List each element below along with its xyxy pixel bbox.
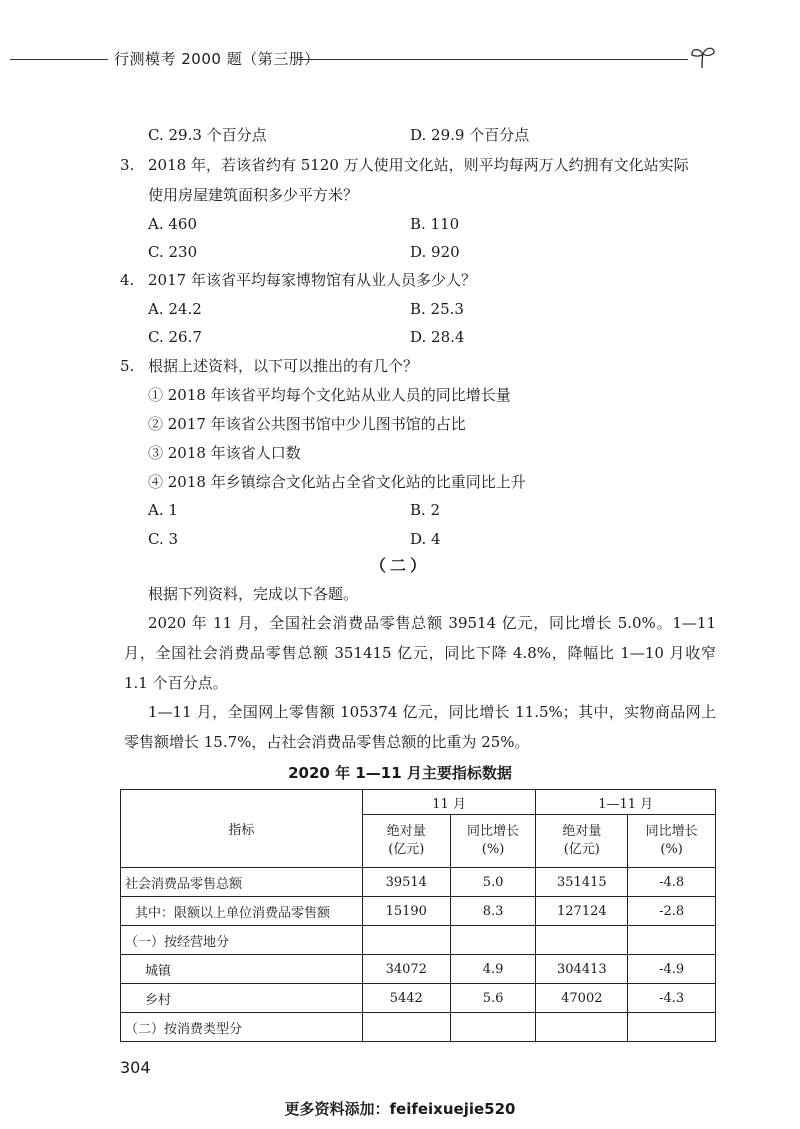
cell-value xyxy=(536,1013,628,1042)
cell-value xyxy=(450,1013,536,1042)
sprout-icon xyxy=(688,44,718,70)
cell-value: 4.9 xyxy=(450,955,536,984)
header-rule-left xyxy=(10,59,108,60)
col-indicator-header: 指标 xyxy=(121,790,363,868)
table-row xyxy=(121,926,716,955)
q5-item-1: ① 2018 年该省平均每个文化站从业人员的同比增长量 xyxy=(148,386,511,404)
footer-note: 更多资料添加：feifeixuejie520 xyxy=(284,1100,516,1118)
abs-unit: (亿元) xyxy=(563,842,600,857)
q4-option-b: B. 25.3 xyxy=(410,300,464,318)
cell-value: 5.0 xyxy=(450,868,536,897)
q3-option-a: A. 460 xyxy=(148,215,197,233)
cell-value: -4.3 xyxy=(628,984,716,1013)
q4-stem: 2017 年该省平均每家博物馆有从业人员多少人？ xyxy=(148,271,476,289)
row-label: 乡村 xyxy=(121,984,363,1013)
section-title: （二） xyxy=(369,556,430,575)
section-intro: 根据下列资料，完成以下各题。 xyxy=(148,585,359,603)
cell-value: -4.8 xyxy=(628,868,716,897)
q4-option-d: D. 28.4 xyxy=(410,328,465,346)
cell-value: 127124 xyxy=(536,897,628,926)
material-paragraph-2: 1—11 月，全国网上零售额 105374 亿元，同比增长 11.5%；其中，实物商品网上零售额增长 15.7%，占社会消费品零售总额的比重为 25%。 xyxy=(124,703,716,751)
abs-label: 绝对量 xyxy=(386,824,426,839)
cell-value xyxy=(362,926,450,955)
q4-number: 4. xyxy=(120,271,135,289)
table-row xyxy=(121,955,716,984)
q4-option-c: C. 26.7 xyxy=(148,328,202,346)
row-label: 社会消费品零售总额 xyxy=(121,868,363,897)
cell-value xyxy=(628,926,716,955)
q5-option-c: C. 3 xyxy=(148,530,179,548)
q3-stem-line1: 2018 年，若该省约有 5120 万人使用文化站，则平均每两万人约拥有文化站实际 xyxy=(148,156,689,174)
cell-value xyxy=(450,926,536,955)
table-title: 2020 年 1—11 月主要指标数据 xyxy=(288,764,512,782)
cell-value: 5442 xyxy=(362,984,450,1013)
cell-value: 39514 xyxy=(362,868,450,897)
table-header-row-1 xyxy=(121,790,716,815)
table-row xyxy=(121,1013,716,1042)
table-row xyxy=(121,984,716,1013)
abs-unit: (亿元) xyxy=(388,842,425,857)
cell-value: -4.9 xyxy=(628,955,716,984)
q2-option-c: C. 29.3 个百分点 xyxy=(148,126,267,144)
q3-option-d: D. 920 xyxy=(410,243,460,261)
q5-item-3: ③ 2018 年该省人口数 xyxy=(148,444,301,462)
table-row xyxy=(121,897,716,926)
q5-number: 5. xyxy=(120,357,135,375)
cell-value: 8.3 xyxy=(450,897,536,926)
q3-stem-line2: 使用房屋建筑面积多少平方米？ xyxy=(148,186,359,204)
col-yoy-jan-nov xyxy=(628,815,716,868)
indicator-table xyxy=(120,789,716,1042)
q5-option-b: B. 2 xyxy=(410,501,441,519)
book-title: 行测模考 2000 题（第三册） xyxy=(114,50,320,68)
yoy-label: 同比增长 xyxy=(645,824,698,839)
cell-value xyxy=(536,926,628,955)
yoy-unit: (%) xyxy=(660,842,683,857)
yoy-label: 同比增长 xyxy=(467,824,520,839)
q5-item-4: ④ 2018 年乡镇综合文化站占全省文化站的比重同比上升 xyxy=(148,473,526,491)
col-group-nov: 11 月 xyxy=(362,790,536,815)
q4-option-a: A. 24.2 xyxy=(148,300,202,318)
col-abs-nov xyxy=(362,815,450,868)
abs-label: 绝对量 xyxy=(562,824,602,839)
cell-value xyxy=(628,1013,716,1042)
page-number: 304 xyxy=(120,1058,151,1077)
q3-option-b: B. 110 xyxy=(410,215,460,233)
cell-value: 351415 xyxy=(536,868,628,897)
row-label: 其中：限额以上单位消费品零售额 xyxy=(121,897,363,926)
page-header xyxy=(0,44,800,74)
col-yoy-nov xyxy=(450,815,536,868)
table-row xyxy=(121,868,716,897)
material-paragraph-1: 2020 年 11 月，全国社会消费品零售总额 39514 亿元，同比增长 5.0%。1—11 月，全国社会消费品零售总额 351415 亿元，同比下降 4.8%，降幅比 1—10 月收窄 1.1 个百分点。 xyxy=(124,614,716,692)
cell-value: 34072 xyxy=(362,955,450,984)
cell-value: -2.8 xyxy=(628,897,716,926)
q5-option-a: A. 1 xyxy=(148,501,178,519)
q3-number: 3. xyxy=(120,156,135,174)
q2-option-d: D. 29.9 个百分点 xyxy=(410,126,530,144)
q5-option-d: D. 4 xyxy=(410,530,441,548)
col-group-jan-nov: 1—11 月 xyxy=(536,790,716,815)
q3-option-c: C. 230 xyxy=(148,243,198,261)
q5-item-2: ② 2017 年该省公共图书馆中少儿图书馆的占比 xyxy=(148,415,466,433)
col-abs-jan-nov xyxy=(536,815,628,868)
row-label: （二）按消费类型分 xyxy=(121,1013,363,1042)
row-label: 城镇 xyxy=(121,955,363,984)
cell-value: 15190 xyxy=(362,897,450,926)
row-label: （一）按经营地分 xyxy=(121,926,363,955)
cell-value: 304413 xyxy=(536,955,628,984)
yoy-unit: (%) xyxy=(481,842,505,857)
cell-value xyxy=(362,1013,450,1042)
q5-stem: 根据上述资料，以下可以推出的有几个？ xyxy=(148,357,419,375)
cell-value: 47002 xyxy=(536,984,628,1013)
header-rule-right xyxy=(298,59,688,60)
cell-value: 5.6 xyxy=(450,984,536,1013)
